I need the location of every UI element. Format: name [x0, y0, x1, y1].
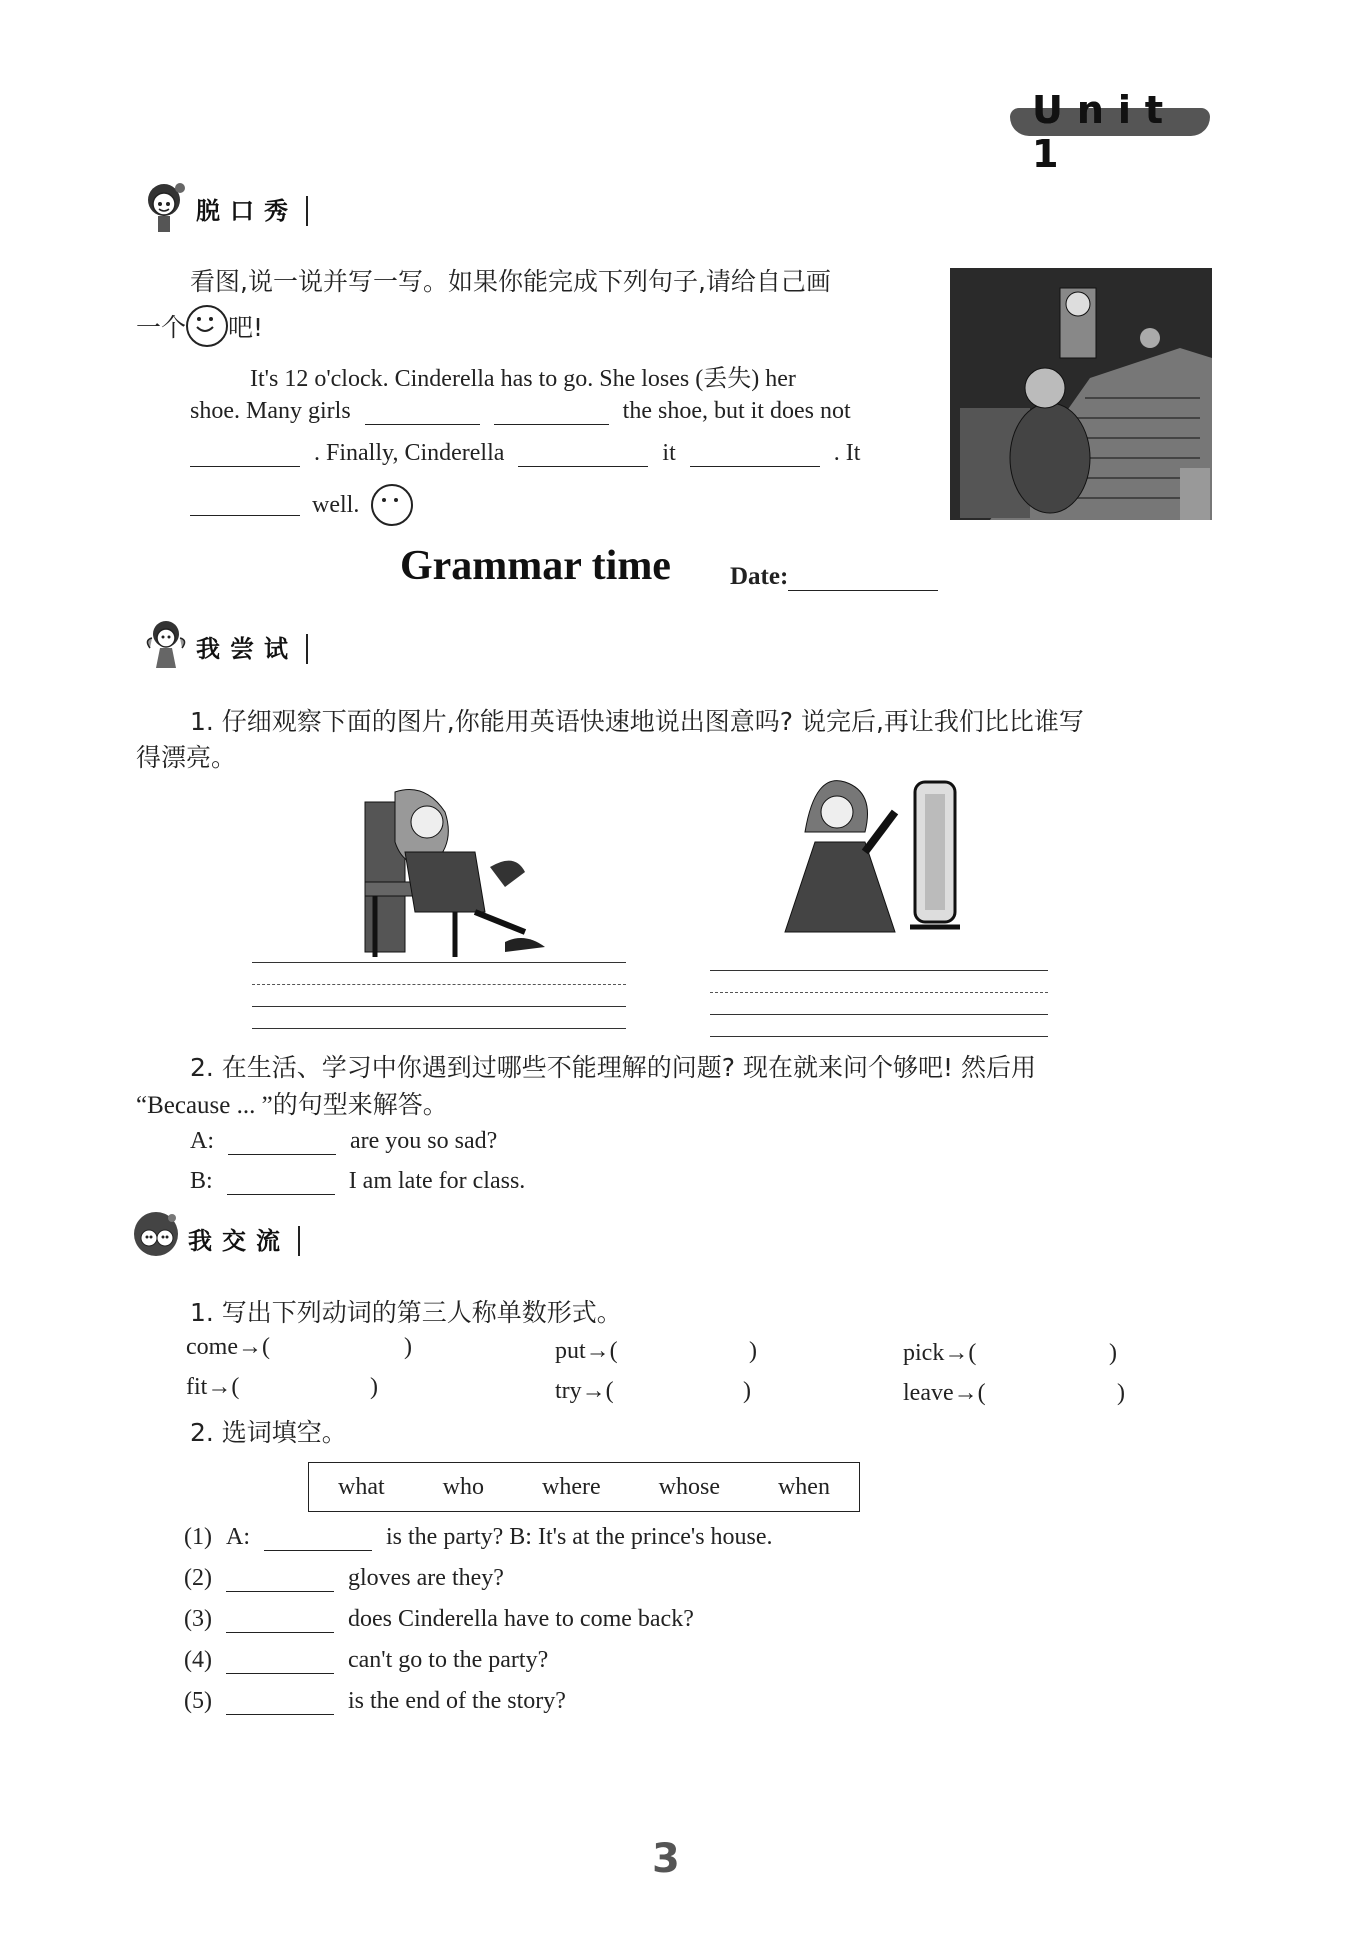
section-header-talk — [140, 180, 440, 236]
try-q1-line1: 1. 仔细观察下面的图片,你能用英语快速地说出图意吗? 说完后,再让我们比比谁写 — [190, 707, 1084, 736]
try-q2-line2: “Because ... ”的句型来解答。 — [136, 1092, 448, 1119]
section-header-share — [132, 1210, 432, 1266]
kids-mascot-icon — [132, 1210, 184, 1266]
line — [710, 992, 1048, 993]
verb-word: fit→( — [186, 1374, 240, 1400]
item-number: (5) — [184, 1688, 212, 1714]
section-label-share: 我交流 — [188, 1226, 300, 1256]
line — [252, 984, 626, 985]
fairy-mascot-icon — [140, 618, 192, 674]
verb-word: come→( — [186, 1334, 270, 1360]
section-label-talk: 脱口秀 — [196, 196, 308, 226]
item-text: gloves are they? — [347, 1565, 504, 1591]
item-blank[interactable] — [226, 1612, 334, 1633]
verb-item-try[interactable] — [555, 1378, 775, 1405]
princess-mirror-illustration — [775, 772, 995, 942]
item-blank[interactable] — [226, 1653, 334, 1674]
verb-close: ) — [404, 1334, 412, 1360]
grammar-title: Grammar time — [400, 543, 671, 589]
blank-2[interactable] — [494, 404, 609, 425]
item-blank[interactable] — [226, 1571, 334, 1592]
story-line-3 — [190, 440, 950, 467]
story-line-4 — [190, 484, 413, 526]
page-number: 3 — [652, 1836, 680, 1882]
story-line-1: It's 12 o'clock. Cinderella has to go. She loses (丢失) her — [250, 366, 796, 392]
talk-instruction-2 — [136, 305, 263, 347]
neutral-face-icon[interactable] — [371, 484, 413, 526]
writing-lines-left[interactable] — [252, 962, 626, 1030]
story-4: well. — [312, 491, 360, 518]
blank-6[interactable] — [190, 495, 300, 516]
verb-word: try→( — [555, 1378, 614, 1404]
try-q1-line2: 得漂亮。 — [136, 743, 237, 772]
verb-item-put[interactable] — [555, 1338, 775, 1365]
line — [252, 1006, 626, 1007]
item-text: is the end of the story? — [347, 1688, 566, 1714]
verb-close: ) — [1109, 1340, 1117, 1366]
date-label: Date: — [730, 563, 789, 590]
smiley-face-icon — [186, 305, 228, 347]
item-number: (2) — [184, 1565, 212, 1591]
item-blank[interactable] — [264, 1530, 372, 1551]
story-3c: . It — [833, 440, 861, 466]
item-text: can't go to the party? — [347, 1647, 549, 1673]
line — [710, 1014, 1048, 1015]
talk-instruction-2b: 吧! — [228, 313, 264, 342]
story-2a: shoe. Many girls — [190, 398, 351, 424]
date-field — [730, 562, 938, 591]
cinderella-staircase-illustration — [950, 268, 1212, 520]
dialog-speaker-b: B: — [190, 1168, 213, 1194]
verb-close: ) — [370, 1374, 378, 1400]
item-number: (1) — [184, 1524, 212, 1550]
word-bank-item: whose — [658, 1473, 720, 1500]
line — [252, 962, 626, 963]
dialog-speaker-a: A: — [190, 1128, 214, 1154]
line — [252, 1028, 626, 1029]
story-2b: the shoe, but it does not — [622, 398, 851, 424]
blank-4[interactable] — [518, 446, 648, 467]
blank-1[interactable] — [365, 404, 480, 425]
share-q2: 2. 选词填空。 — [190, 1418, 347, 1447]
girl-mascot-icon — [140, 180, 192, 236]
verb-word: put→( — [555, 1338, 618, 1364]
writing-lines-right[interactable] — [710, 970, 1048, 1038]
item-blank[interactable] — [226, 1694, 334, 1715]
fill-item-1 — [184, 1524, 773, 1551]
line — [710, 1036, 1048, 1037]
item-prefix: A: — [225, 1524, 250, 1550]
blank-5[interactable] — [690, 446, 820, 467]
girl-trying-shoe-illustration — [355, 782, 595, 962]
verb-word: leave→( — [903, 1380, 986, 1406]
word-bank-item: what — [338, 1473, 385, 1500]
date-input[interactable] — [788, 562, 938, 591]
word-bank-item: who — [442, 1473, 484, 1500]
talk-instruction-1: 看图,说一说并写一写。如果你能完成下列句子,请给自己画 — [190, 267, 831, 296]
story-3a: . Finally, Cinderella — [314, 440, 505, 466]
dialog-blank-b[interactable] — [227, 1174, 335, 1195]
word-bank-item: when — [777, 1473, 830, 1500]
line — [710, 970, 1048, 971]
share-q1: 1. 写出下列动词的第三人称单数形式。 — [190, 1298, 622, 1327]
fill-item-4 — [184, 1647, 548, 1674]
item-number: (3) — [184, 1606, 212, 1632]
blank-3[interactable] — [190, 446, 300, 467]
word-bank — [308, 1462, 860, 1512]
verb-close: ) — [1117, 1380, 1125, 1406]
dialog-text-b: I am late for class. — [348, 1168, 526, 1194]
talk-instruction-2a: 一个 — [136, 313, 187, 342]
verb-word: pick→( — [903, 1340, 977, 1366]
verb-item-come[interactable] — [186, 1334, 416, 1361]
unit-banner — [1010, 88, 1210, 176]
dialog-text-a: are you so sad? — [350, 1128, 498, 1154]
dialog-blank-a[interactable] — [228, 1134, 336, 1155]
verb-item-leave[interactable] — [903, 1380, 1133, 1407]
story-line-2 — [190, 398, 950, 425]
item-number: (4) — [184, 1647, 212, 1673]
try-q2-line1: 2. 在生活、学习中你遇到过哪些不能理解的问题? 现在就来问个够吧! 然后用 — [190, 1053, 1036, 1082]
dialog-line-b — [190, 1168, 525, 1195]
fill-item-5 — [184, 1688, 566, 1715]
item-text: is the party? B: It's at the prince's house. — [385, 1524, 773, 1550]
item-text: does Cinderella have to come back? — [347, 1606, 694, 1632]
section-header-try — [140, 618, 440, 674]
verb-item-pick[interactable] — [903, 1340, 1133, 1367]
verb-item-fit[interactable] — [186, 1374, 416, 1401]
verb-close: ) — [743, 1378, 751, 1404]
section-label-try: 我尝试 — [196, 634, 308, 664]
verb-close: ) — [749, 1338, 757, 1364]
fill-item-2 — [184, 1565, 504, 1592]
unit-title: Unit 1 — [1032, 88, 1178, 176]
dialog-line-a — [190, 1128, 497, 1155]
story-3b: it — [662, 440, 676, 466]
fill-item-3 — [184, 1606, 694, 1633]
word-bank-item: where — [542, 1473, 601, 1500]
